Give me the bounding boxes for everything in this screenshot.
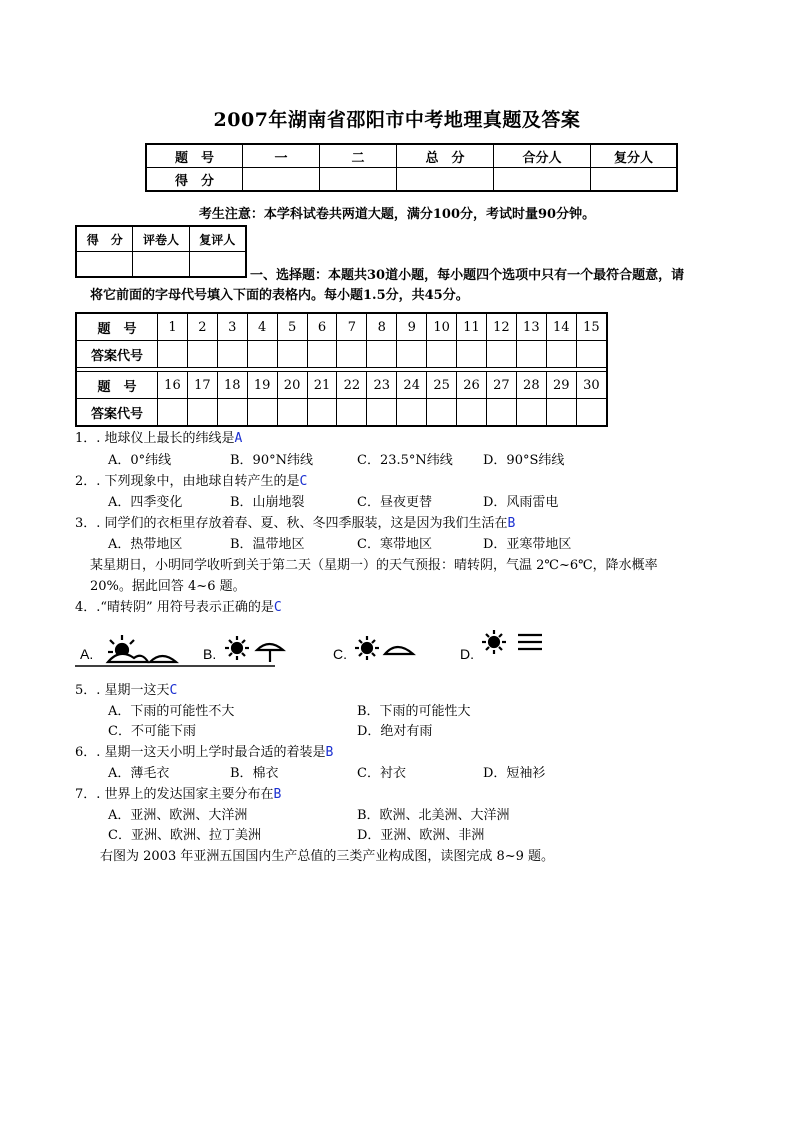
score-header: 复分人 (591, 144, 678, 168)
answer-cell[interactable] (486, 399, 516, 427)
option: C．寒带地区 (357, 537, 432, 552)
section1-line1: 一、选择题：本题共30道小题，每小题四个选项中只有一个最符合题意，请 (250, 268, 685, 283)
option: B．欧洲、北美洲、大洋洲 (357, 808, 510, 823)
option: C．衬衣 (357, 766, 406, 781)
answer-number: 22 (337, 372, 367, 399)
answer-cell[interactable] (457, 341, 487, 368)
score-cell (243, 168, 320, 192)
answer-number-label: 题 号 (76, 372, 158, 399)
answer-number: 19 (247, 372, 277, 399)
option: D．绝对有雨 (357, 724, 433, 739)
passage-gdp: 右图为 2003 年亚洲五国国内生产总值的三类产业构成图，读图完成 8~9 题。 (100, 849, 555, 864)
question-stem: 5．. 星期一这天 (75, 683, 170, 698)
grader-cell (133, 252, 189, 278)
answer-number: 4 (247, 313, 277, 341)
answer-number: 13 (516, 313, 546, 341)
answer-number: 30 (576, 372, 607, 399)
option: D．亚洲、欧洲、非洲 (357, 828, 485, 843)
grader-cell (189, 252, 246, 278)
passage-weather-line1: 某星期日，小明同学收听到关于第二天（星期一）的天气预报：晴转阴，气温 2℃~6℃，降水概率 (90, 558, 658, 573)
answer-cell[interactable] (457, 399, 487, 427)
question-stem: 2．. 下列现象中，由地球自转产生的是 (75, 474, 300, 489)
answer-cell[interactable] (187, 341, 217, 368)
answer-cell[interactable] (427, 341, 457, 368)
page-title: 2007年湖南省邵阳市中考地理真题及答案 (213, 109, 581, 131)
question-answer: B (507, 516, 516, 531)
question-answer: C (169, 683, 178, 698)
question-4 (75, 597, 282, 618)
answer-code-label: 答案代号 (76, 341, 158, 368)
weather-option-label: B. (203, 646, 217, 662)
question-answer: C (273, 600, 282, 615)
sun-cloud-icon (353, 630, 433, 670)
question-7 (75, 784, 281, 805)
answer-number: 26 (457, 372, 487, 399)
question-stem: 1．. 地球仪上最长的纬线是 (75, 431, 235, 446)
passage-weather-line2: 20%。据此回答 4~6 题。 (90, 579, 246, 594)
answer-cell[interactable] (337, 341, 367, 368)
answer-cell[interactable] (158, 399, 188, 427)
question-stem: 3．. 同学们的衣柜里存放着春、夏、秋、冬四季服装，这是因为我们生活在 (75, 516, 508, 531)
option: B．90°N纬线 (230, 453, 313, 468)
answer-number: 28 (516, 372, 546, 399)
weather-option-label: D. (460, 646, 474, 662)
answer-number: 3 (217, 313, 247, 341)
answer-number: 7 (337, 313, 367, 341)
question-5 (75, 680, 177, 701)
weather-symbols (75, 630, 635, 670)
score-header: 合分人 (494, 144, 591, 168)
answer-number: 20 (277, 372, 307, 399)
option: C．亚洲、欧洲、拉丁美洲 (108, 828, 261, 843)
answer-number: 18 (217, 372, 247, 399)
answer-cell[interactable] (576, 341, 607, 368)
question-6 (75, 742, 333, 763)
answer-number: 2 (187, 313, 217, 341)
weather-option-label: A. (80, 646, 94, 662)
score-table (145, 143, 678, 192)
option: D．风雨雷电 (483, 495, 559, 510)
option: C．昼夜更替 (357, 495, 432, 510)
option: D．90°S纬线 (483, 453, 565, 468)
grader-header: 评卷人 (133, 226, 189, 252)
option: A．四季变化 (108, 495, 183, 510)
option: B．山崩地裂 (230, 495, 305, 510)
answer-cell[interactable] (397, 341, 427, 368)
answer-number: 5 (277, 313, 307, 341)
answer-cell[interactable] (546, 341, 576, 368)
answer-number: 9 (397, 313, 427, 341)
answer-cell[interactable] (307, 399, 337, 427)
answer-number: 27 (486, 372, 516, 399)
option: A．薄毛衣 (108, 766, 170, 781)
grader-header: 得 分 (76, 226, 133, 252)
answer-number: 17 (187, 372, 217, 399)
score-cell (397, 168, 494, 192)
divider-line (75, 664, 275, 668)
question-stem: 6．. 星期一这天小明上学时最合适的着装是 (75, 745, 326, 760)
option: D．短袖衫 (483, 766, 546, 781)
answer-number: 24 (397, 372, 427, 399)
answer-cell[interactable] (367, 341, 397, 368)
answer-table (75, 312, 608, 427)
answer-cell[interactable] (516, 399, 546, 427)
weather-option-label: C. (333, 646, 347, 662)
answer-number: 12 (486, 313, 516, 341)
question-answer: A (234, 431, 243, 446)
answer-cell[interactable] (247, 341, 277, 368)
option: C．23.5°N纬线 (357, 453, 453, 468)
answer-cell[interactable] (307, 341, 337, 368)
answer-cell[interactable] (397, 399, 427, 427)
score-cell (494, 168, 591, 192)
score-cell (591, 168, 678, 192)
question-answer: B (325, 745, 334, 760)
answer-cell[interactable] (367, 399, 397, 427)
question-answer: B (273, 787, 282, 802)
option: A．亚洲、欧洲、大洋洲 (108, 808, 248, 823)
answer-number: 11 (457, 313, 487, 341)
question-stem: 7．. 世界上的发达国家主要分布在 (75, 787, 274, 802)
question-1 (75, 428, 242, 449)
answer-number: 8 (367, 313, 397, 341)
answer-number: 23 (367, 372, 397, 399)
score-header: 一 (243, 144, 320, 168)
question-answer: C (299, 474, 308, 489)
answer-cell[interactable] (217, 399, 247, 427)
answer-cell[interactable] (486, 341, 516, 368)
answer-code-label: 答案代号 (76, 399, 158, 427)
score-header: 题 号 (146, 144, 243, 168)
answer-cell[interactable] (427, 399, 457, 427)
answer-cell[interactable] (516, 341, 546, 368)
grader-cell (76, 252, 133, 278)
question-3 (75, 513, 515, 534)
option: A．下雨的可能性不大 (108, 704, 235, 719)
option: A．热带地区 (108, 537, 183, 552)
answer-cell[interactable] (247, 399, 277, 427)
option: A．0°纬线 (108, 453, 172, 468)
answer-cell[interactable] (337, 399, 367, 427)
score-cell (320, 168, 397, 192)
answer-cell[interactable] (158, 341, 188, 368)
grader-header: 复评人 (189, 226, 246, 252)
answer-cell[interactable] (546, 399, 576, 427)
question-stem: 4．.“晴转阴” 用符号表示正确的是 (75, 600, 274, 615)
score-row-label: 得 分 (146, 168, 243, 192)
answer-number: 21 (307, 372, 337, 399)
section1-line2: 将它前面的字母代号填入下面的表格内。每小题1.5分，共45分。 (90, 288, 469, 303)
answer-number-label: 题 号 (76, 313, 158, 341)
answer-number: 10 (427, 313, 457, 341)
answer-number: 16 (158, 372, 188, 399)
notice: 考生注意：本学科试卷共两道大题，满分100分，考试时量90分钟。 (198, 207, 596, 222)
option: B．棉衣 (230, 766, 279, 781)
sun-fog-icon (480, 624, 560, 664)
score-header: 二 (320, 144, 397, 168)
answer-cell[interactable] (277, 341, 307, 368)
answer-number: 25 (427, 372, 457, 399)
question-2 (75, 471, 307, 492)
option: C．不可能下雨 (108, 724, 196, 739)
answer-number: 6 (307, 313, 337, 341)
answer-number: 1 (158, 313, 188, 341)
grader-table (75, 225, 247, 278)
answer-cell[interactable] (187, 399, 217, 427)
option: B．下雨的可能性大 (357, 704, 471, 719)
option: D．亚寒带地区 (483, 537, 572, 552)
answer-cell[interactable] (217, 341, 247, 368)
answer-cell[interactable] (277, 399, 307, 427)
answer-cell[interactable] (576, 399, 607, 427)
score-header: 总 分 (397, 144, 494, 168)
answer-number: 15 (576, 313, 607, 341)
option: B．温带地区 (230, 537, 305, 552)
answer-number: 14 (546, 313, 576, 341)
answer-number: 29 (546, 372, 576, 399)
